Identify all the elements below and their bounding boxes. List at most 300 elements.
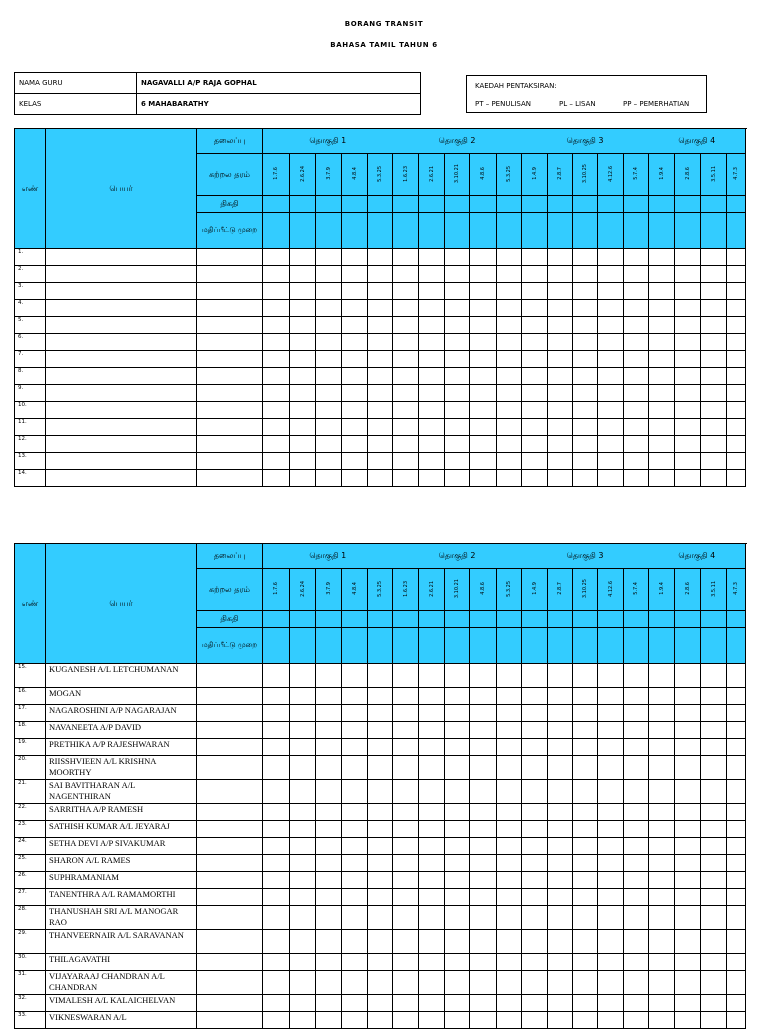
score-cell[interactable] <box>290 688 316 705</box>
score-cell[interactable] <box>290 954 316 971</box>
score-cell[interactable] <box>497 804 522 821</box>
score-cell[interactable] <box>197 688 263 705</box>
score-cell[interactable] <box>522 906 548 930</box>
score-cell[interactable] <box>649 688 675 705</box>
score-cell[interactable] <box>263 368 290 385</box>
score-cell[interactable] <box>419 283 445 300</box>
score-cell[interactable] <box>368 705 393 722</box>
score-cell[interactable] <box>419 906 445 930</box>
score-cell[interactable] <box>316 855 342 872</box>
score-cell[interactable] <box>445 664 470 688</box>
score-cell[interactable] <box>470 436 497 453</box>
score-cell[interactable] <box>701 804 727 821</box>
score-cell[interactable] <box>727 780 746 804</box>
score-cell[interactable] <box>393 739 419 756</box>
score-cell[interactable] <box>573 1012 598 1029</box>
method-cell[interactable] <box>573 628 598 664</box>
score-cell[interactable] <box>316 930 342 954</box>
score-cell[interactable] <box>368 855 393 872</box>
method-cell[interactable] <box>263 213 290 249</box>
score-cell[interactable] <box>548 722 573 739</box>
score-cell[interactable] <box>393 317 419 334</box>
score-cell[interactable] <box>497 780 522 804</box>
score-cell[interactable] <box>522 419 548 436</box>
score-cell[interactable] <box>727 756 746 780</box>
score-cell[interactable] <box>598 930 624 954</box>
score-cell[interactable] <box>727 385 746 402</box>
score-cell[interactable] <box>598 688 624 705</box>
method-cell[interactable] <box>624 213 649 249</box>
score-cell[interactable] <box>624 804 649 821</box>
score-cell[interactable] <box>727 368 746 385</box>
score-cell[interactable] <box>727 872 746 889</box>
score-cell[interactable] <box>445 906 470 930</box>
score-cell[interactable] <box>701 855 727 872</box>
score-cell[interactable] <box>624 266 649 283</box>
score-cell[interactable] <box>342 804 368 821</box>
score-cell[interactable] <box>548 368 573 385</box>
score-cell[interactable] <box>445 930 470 954</box>
score-cell[interactable] <box>316 385 342 402</box>
score-cell[interactable] <box>368 930 393 954</box>
score-cell[interactable] <box>368 283 393 300</box>
score-cell[interactable] <box>548 804 573 821</box>
score-cell[interactable] <box>598 705 624 722</box>
score-cell[interactable] <box>419 436 445 453</box>
score-cell[interactable] <box>419 334 445 351</box>
score-cell[interactable] <box>649 266 675 283</box>
score-cell[interactable] <box>649 453 675 470</box>
score-cell[interactable] <box>573 385 598 402</box>
score-cell[interactable] <box>470 688 497 705</box>
score-cell[interactable] <box>316 821 342 838</box>
score-cell[interactable] <box>316 402 342 419</box>
score-cell[interactable] <box>598 436 624 453</box>
score-cell[interactable] <box>522 804 548 821</box>
score-cell[interactable] <box>675 317 701 334</box>
score-cell[interactable] <box>573 351 598 368</box>
score-cell[interactable] <box>649 739 675 756</box>
score-cell[interactable] <box>548 1012 573 1029</box>
date-cell[interactable] <box>548 196 573 213</box>
score-cell[interactable] <box>522 872 548 889</box>
score-cell[interactable] <box>624 722 649 739</box>
score-cell[interactable] <box>263 804 290 821</box>
score-cell[interactable] <box>573 906 598 930</box>
score-cell[interactable] <box>727 470 746 487</box>
score-cell[interactable] <box>368 872 393 889</box>
score-cell[interactable] <box>445 995 470 1012</box>
score-cell[interactable] <box>727 971 746 995</box>
score-cell[interactable] <box>197 705 263 722</box>
score-cell[interactable] <box>727 838 746 855</box>
score-cell[interactable] <box>263 688 290 705</box>
score-cell[interactable] <box>701 780 727 804</box>
method-cell[interactable] <box>675 213 701 249</box>
score-cell[interactable] <box>675 889 701 906</box>
score-cell[interactable] <box>263 739 290 756</box>
score-cell[interactable] <box>675 249 701 266</box>
date-cell[interactable] <box>445 196 470 213</box>
student-name-cell[interactable] <box>46 402 197 419</box>
score-cell[interactable] <box>197 317 263 334</box>
score-cell[interactable] <box>649 664 675 688</box>
score-cell[interactable] <box>649 780 675 804</box>
score-cell[interactable] <box>445 780 470 804</box>
score-cell[interactable] <box>522 971 548 995</box>
score-cell[interactable] <box>368 889 393 906</box>
score-cell[interactable] <box>522 334 548 351</box>
score-cell[interactable] <box>727 266 746 283</box>
score-cell[interactable] <box>548 300 573 317</box>
score-cell[interactable] <box>290 1012 316 1029</box>
student-name-cell[interactable] <box>46 334 197 351</box>
score-cell[interactable] <box>522 300 548 317</box>
score-cell[interactable] <box>598 402 624 419</box>
date-cell[interactable] <box>573 196 598 213</box>
score-cell[interactable] <box>263 855 290 872</box>
score-cell[interactable] <box>701 334 727 351</box>
score-cell[interactable] <box>598 780 624 804</box>
student-name-cell[interactable] <box>46 436 197 453</box>
score-cell[interactable] <box>316 351 342 368</box>
score-cell[interactable] <box>548 855 573 872</box>
score-cell[interactable] <box>263 995 290 1012</box>
score-cell[interactable] <box>290 780 316 804</box>
score-cell[interactable] <box>727 300 746 317</box>
score-cell[interactable] <box>675 385 701 402</box>
score-cell[interactable] <box>598 453 624 470</box>
score-cell[interactable] <box>548 334 573 351</box>
method-cell[interactable] <box>445 628 470 664</box>
score-cell[interactable] <box>727 906 746 930</box>
score-cell[interactable] <box>263 1012 290 1029</box>
score-cell[interactable] <box>393 266 419 283</box>
score-cell[interactable] <box>727 453 746 470</box>
score-cell[interactable] <box>445 739 470 756</box>
score-cell[interactable] <box>470 954 497 971</box>
date-cell[interactable] <box>263 196 290 213</box>
score-cell[interactable] <box>497 334 522 351</box>
score-cell[interactable] <box>598 821 624 838</box>
score-cell[interactable] <box>197 368 263 385</box>
score-cell[interactable] <box>368 971 393 995</box>
score-cell[interactable] <box>598 664 624 688</box>
method-cell[interactable] <box>316 628 342 664</box>
score-cell[interactable] <box>393 664 419 688</box>
score-cell[interactable] <box>573 971 598 995</box>
score-cell[interactable] <box>624 954 649 971</box>
score-cell[interactable] <box>316 300 342 317</box>
date-cell[interactable] <box>548 611 573 628</box>
score-cell[interactable] <box>573 368 598 385</box>
score-cell[interactable] <box>263 872 290 889</box>
score-cell[interactable] <box>197 334 263 351</box>
score-cell[interactable] <box>573 954 598 971</box>
score-cell[interactable] <box>624 351 649 368</box>
score-cell[interactable] <box>197 739 263 756</box>
score-cell[interactable] <box>368 722 393 739</box>
score-cell[interactable] <box>727 317 746 334</box>
score-cell[interactable] <box>701 954 727 971</box>
score-cell[interactable] <box>701 351 727 368</box>
method-cell[interactable] <box>470 628 497 664</box>
score-cell[interactable] <box>497 436 522 453</box>
score-cell[interactable] <box>197 930 263 954</box>
score-cell[interactable] <box>342 954 368 971</box>
score-cell[interactable] <box>649 954 675 971</box>
score-cell[interactable] <box>727 419 746 436</box>
score-cell[interactable] <box>497 402 522 419</box>
score-cell[interactable] <box>393 995 419 1012</box>
score-cell[interactable] <box>368 756 393 780</box>
score-cell[interactable] <box>522 780 548 804</box>
date-cell[interactable] <box>624 196 649 213</box>
score-cell[interactable] <box>368 838 393 855</box>
score-cell[interactable] <box>393 821 419 838</box>
score-cell[interactable] <box>393 889 419 906</box>
score-cell[interactable] <box>290 436 316 453</box>
score-cell[interactable] <box>497 300 522 317</box>
score-cell[interactable] <box>342 838 368 855</box>
score-cell[interactable] <box>701 971 727 995</box>
score-cell[interactable] <box>197 402 263 419</box>
student-name-cell[interactable] <box>46 368 197 385</box>
score-cell[interactable] <box>675 906 701 930</box>
score-cell[interactable] <box>197 300 263 317</box>
score-cell[interactable] <box>470 995 497 1012</box>
method-cell[interactable] <box>497 213 522 249</box>
score-cell[interactable] <box>470 906 497 930</box>
method-cell[interactable] <box>393 213 419 249</box>
score-cell[interactable] <box>701 385 727 402</box>
score-cell[interactable] <box>316 995 342 1012</box>
score-cell[interactable] <box>649 821 675 838</box>
score-cell[interactable] <box>263 419 290 436</box>
date-cell[interactable] <box>727 196 746 213</box>
score-cell[interactable] <box>675 872 701 889</box>
score-cell[interactable] <box>497 453 522 470</box>
score-cell[interactable] <box>290 739 316 756</box>
score-cell[interactable] <box>419 453 445 470</box>
score-cell[interactable] <box>727 930 746 954</box>
score-cell[interactable] <box>727 688 746 705</box>
student-name-cell[interactable] <box>46 385 197 402</box>
score-cell[interactable] <box>393 688 419 705</box>
score-cell[interactable] <box>548 838 573 855</box>
score-cell[interactable] <box>727 821 746 838</box>
date-cell[interactable] <box>522 611 548 628</box>
score-cell[interactable] <box>573 470 598 487</box>
method-cell[interactable] <box>290 213 316 249</box>
score-cell[interactable] <box>342 664 368 688</box>
score-cell[interactable] <box>263 453 290 470</box>
score-cell[interactable] <box>675 283 701 300</box>
date-cell[interactable] <box>263 611 290 628</box>
date-cell[interactable] <box>701 611 727 628</box>
score-cell[interactable] <box>368 300 393 317</box>
score-cell[interactable] <box>263 780 290 804</box>
score-cell[interactable] <box>701 664 727 688</box>
student-name-cell[interactable] <box>46 453 197 470</box>
score-cell[interactable] <box>598 739 624 756</box>
score-cell[interactable] <box>316 971 342 995</box>
date-cell[interactable] <box>598 196 624 213</box>
score-cell[interactable] <box>342 971 368 995</box>
score-cell[interactable] <box>316 283 342 300</box>
score-cell[interactable] <box>316 688 342 705</box>
score-cell[interactable] <box>393 334 419 351</box>
score-cell[interactable] <box>624 317 649 334</box>
score-cell[interactable] <box>393 351 419 368</box>
score-cell[interactable] <box>624 249 649 266</box>
score-cell[interactable] <box>316 906 342 930</box>
score-cell[interactable] <box>393 906 419 930</box>
score-cell[interactable] <box>573 249 598 266</box>
score-cell[interactable] <box>290 453 316 470</box>
score-cell[interactable] <box>497 821 522 838</box>
method-cell[interactable] <box>290 628 316 664</box>
score-cell[interactable] <box>470 930 497 954</box>
score-cell[interactable] <box>649 368 675 385</box>
score-cell[interactable] <box>470 368 497 385</box>
score-cell[interactable] <box>197 954 263 971</box>
score-cell[interactable] <box>290 838 316 855</box>
score-cell[interactable] <box>342 266 368 283</box>
score-cell[interactable] <box>727 664 746 688</box>
score-cell[interactable] <box>701 436 727 453</box>
score-cell[interactable] <box>522 664 548 688</box>
score-cell[interactable] <box>290 705 316 722</box>
score-cell[interactable] <box>263 300 290 317</box>
score-cell[interactable] <box>675 470 701 487</box>
date-cell[interactable] <box>522 196 548 213</box>
score-cell[interactable] <box>497 249 522 266</box>
score-cell[interactable] <box>675 855 701 872</box>
method-cell[interactable] <box>316 213 342 249</box>
score-cell[interactable] <box>342 300 368 317</box>
score-cell[interactable] <box>497 1012 522 1029</box>
score-cell[interactable] <box>649 889 675 906</box>
score-cell[interactable] <box>573 436 598 453</box>
score-cell[interactable] <box>548 889 573 906</box>
score-cell[interactable] <box>263 334 290 351</box>
method-cell[interactable] <box>522 213 548 249</box>
score-cell[interactable] <box>316 368 342 385</box>
score-cell[interactable] <box>419 739 445 756</box>
score-cell[interactable] <box>497 739 522 756</box>
student-name-cell[interactable] <box>46 317 197 334</box>
score-cell[interactable] <box>263 838 290 855</box>
score-cell[interactable] <box>316 804 342 821</box>
score-cell[interactable] <box>701 249 727 266</box>
date-cell[interactable] <box>701 196 727 213</box>
score-cell[interactable] <box>470 838 497 855</box>
score-cell[interactable] <box>263 954 290 971</box>
score-cell[interactable] <box>419 402 445 419</box>
score-cell[interactable] <box>316 722 342 739</box>
score-cell[interactable] <box>598 906 624 930</box>
score-cell[interactable] <box>316 739 342 756</box>
score-cell[interactable] <box>573 266 598 283</box>
score-cell[interactable] <box>675 739 701 756</box>
method-cell[interactable] <box>548 213 573 249</box>
score-cell[interactable] <box>727 804 746 821</box>
score-cell[interactable] <box>290 756 316 780</box>
score-cell[interactable] <box>573 453 598 470</box>
score-cell[interactable] <box>445 249 470 266</box>
score-cell[interactable] <box>445 453 470 470</box>
score-cell[interactable] <box>470 385 497 402</box>
score-cell[interactable] <box>290 889 316 906</box>
score-cell[interactable] <box>624 838 649 855</box>
score-cell[interactable] <box>368 804 393 821</box>
score-cell[interactable] <box>342 780 368 804</box>
score-cell[interactable] <box>197 855 263 872</box>
score-cell[interactable] <box>624 300 649 317</box>
score-cell[interactable] <box>342 756 368 780</box>
score-cell[interactable] <box>419 804 445 821</box>
score-cell[interactable] <box>342 855 368 872</box>
score-cell[interactable] <box>522 385 548 402</box>
score-cell[interactable] <box>368 334 393 351</box>
score-cell[interactable] <box>342 283 368 300</box>
score-cell[interactable] <box>522 722 548 739</box>
score-cell[interactable] <box>197 1012 263 1029</box>
score-cell[interactable] <box>675 821 701 838</box>
score-cell[interactable] <box>445 334 470 351</box>
score-cell[interactable] <box>290 804 316 821</box>
score-cell[interactable] <box>701 283 727 300</box>
score-cell[interactable] <box>263 756 290 780</box>
score-cell[interactable] <box>701 889 727 906</box>
score-cell[interactable] <box>342 368 368 385</box>
score-cell[interactable] <box>624 872 649 889</box>
score-cell[interactable] <box>445 283 470 300</box>
date-cell[interactable] <box>290 611 316 628</box>
score-cell[interactable] <box>675 1012 701 1029</box>
score-cell[interactable] <box>368 780 393 804</box>
score-cell[interactable] <box>393 804 419 821</box>
score-cell[interactable] <box>727 889 746 906</box>
score-cell[interactable] <box>445 1012 470 1029</box>
score-cell[interactable] <box>290 266 316 283</box>
score-cell[interactable] <box>197 804 263 821</box>
score-cell[interactable] <box>548 419 573 436</box>
method-cell[interactable] <box>624 628 649 664</box>
date-cell[interactable] <box>316 611 342 628</box>
score-cell[interactable] <box>573 402 598 419</box>
score-cell[interactable] <box>393 872 419 889</box>
student-name-cell[interactable] <box>46 419 197 436</box>
score-cell[interactable] <box>263 930 290 954</box>
score-cell[interactable] <box>649 317 675 334</box>
method-cell[interactable] <box>548 628 573 664</box>
score-cell[interactable] <box>675 266 701 283</box>
score-cell[interactable] <box>727 855 746 872</box>
score-cell[interactable] <box>393 436 419 453</box>
score-cell[interactable] <box>290 995 316 1012</box>
score-cell[interactable] <box>290 821 316 838</box>
score-cell[interactable] <box>393 780 419 804</box>
score-cell[interactable] <box>197 470 263 487</box>
score-cell[interactable] <box>548 317 573 334</box>
date-cell[interactable] <box>419 196 445 213</box>
score-cell[interactable] <box>573 855 598 872</box>
score-cell[interactable] <box>368 954 393 971</box>
score-cell[interactable] <box>497 419 522 436</box>
score-cell[interactable] <box>290 872 316 889</box>
